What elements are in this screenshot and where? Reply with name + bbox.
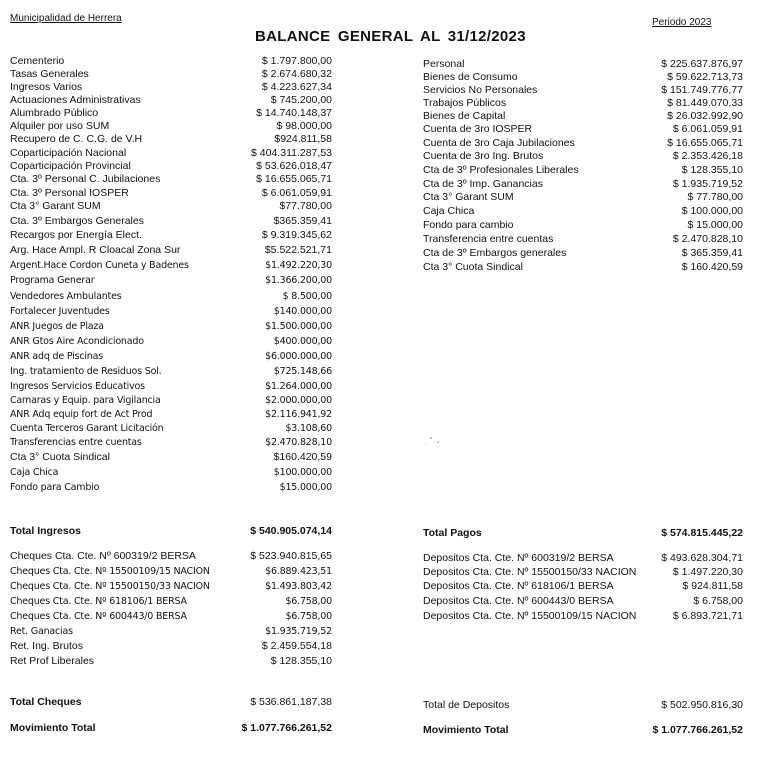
deposito-row-value: $ 6.893.721,71 <box>672 610 743 622</box>
ingreso-row <box>10 81 332 94</box>
pago-row <box>423 261 743 274</box>
ingreso-row <box>10 120 332 133</box>
cheque-row-value: $ 523.940.815,65 <box>250 550 332 562</box>
ingreso-row-label: Fondo para Cambio <box>10 482 100 493</box>
ingreso-row-value: $ 16.655.065,71 <box>256 173 332 185</box>
ingreso-row-value: $ 98.000,00 <box>276 120 332 132</box>
ingreso-row-label: Alumbrado Público <box>10 107 99 119</box>
total-ingresos-row <box>10 525 332 538</box>
ingreso-row-label: Cta. 3º Personal IOSPER <box>10 187 129 199</box>
cheque-row-label: Ret. Ing. Brutos <box>10 640 83 652</box>
pago-row-label: Caja Chica <box>423 205 475 217</box>
ingreso-row-label: Programa Generar <box>10 275 95 286</box>
ingreso-row-value: $725.148,66 <box>273 366 332 377</box>
ingreso-row-value: $ 404.311.287,53 <box>251 147 332 159</box>
ingreso-row <box>10 200 332 213</box>
ingreso-row-value: $3.108,60 <box>285 423 332 434</box>
pago-row <box>423 178 743 191</box>
total-pagos-row-value: $ 574.815.445,22 <box>661 527 743 539</box>
pago-row-label: Cta 3° Cuota Sindical <box>423 261 523 273</box>
deposito-row-label: Depositos Cta. Cte. Nº 600443/0 BERSA <box>423 595 614 607</box>
cheque-row-label: Ret Prof Liberales <box>10 655 95 667</box>
ingreso-row-value: $15.000,00 <box>279 482 332 493</box>
ingreso-row <box>10 290 332 303</box>
scan-speck <box>425 444 426 445</box>
pago-row-value: $ 16.655.065,71 <box>667 137 743 149</box>
pago-row-value: $ 128.355,10 <box>681 164 743 176</box>
period-label: Periodo 2023 <box>652 17 712 28</box>
ingreso-row-value: $1.366.200,00 <box>265 275 332 286</box>
total-cheques-row-value: $ 536.861.187,38 <box>250 696 332 708</box>
cheque-row-value: $1.493.803,42 <box>265 581 332 592</box>
total-ingresos-row-label: Total Ingresos <box>10 525 81 537</box>
pago-row-label: Trabajos Públicos <box>423 97 507 109</box>
cheque-row <box>10 610 332 623</box>
pago-row-label: Personal <box>423 58 465 70</box>
ingreso-row-label: Vendedores Ambulantes <box>10 291 122 302</box>
movimiento-total-left-row-label: Movimiento Total <box>10 722 96 734</box>
ingreso-row <box>10 229 332 242</box>
ingreso-row-label: Arg. Hace Ampl. R Cloacal Zona Sur <box>10 244 181 256</box>
ingreso-row <box>10 107 332 120</box>
pago-row-label: Bienes de Consumo <box>423 71 518 83</box>
cheque-row-label: Cheques Cta. Cte. Nº 600319/2 BERSA <box>10 550 196 562</box>
total-ingresos-row-value: $ 540.905.074,14 <box>250 525 332 537</box>
pago-row <box>423 164 743 177</box>
deposito-row-label: Depositos Cta. Cte. Nº 600319/2 BERSA <box>423 552 614 564</box>
ingreso-row <box>10 147 332 160</box>
deposito-row <box>423 580 743 593</box>
pago-row <box>423 110 743 123</box>
pago-row-value: $ 100.000,00 <box>681 205 743 217</box>
pago-row-value: $ 225.637.876,97 <box>661 58 743 70</box>
pago-row <box>423 150 743 163</box>
deposito-row-label: Depositos Cta. Cte. Nº 618106/1 BERSA <box>423 580 614 592</box>
total-pagos-row-label: Total Pagos <box>423 527 482 539</box>
ingreso-row <box>10 350 332 363</box>
ingreso-row-value: $ 4.223.627,34 <box>261 81 332 93</box>
cheque-row-label: Cheques Cta. Cte. Nº 600443/0 BERSA <box>10 611 187 622</box>
ingreso-row <box>10 68 332 81</box>
pago-row-value: $ 2.470.828,10 <box>672 233 743 245</box>
pago-row-value: $ 2.353.426,18 <box>672 150 743 162</box>
ingreso-row <box>10 436 332 449</box>
ingreso-row-label: Transferencias entre cuentas <box>10 437 142 448</box>
pago-row-value: $ 59.622.713,73 <box>667 71 743 83</box>
pago-row <box>423 219 743 232</box>
deposito-row <box>423 566 743 579</box>
pago-row-label: Cta de 3º Profesionales Liberales <box>423 164 579 176</box>
deposito-row-label: Depositos Cta. Cte. Nº 15500150/33 NACION <box>423 566 637 578</box>
cheque-row-label: Cheques Cta. Cte. Nº 618106/1 BERSA <box>10 596 187 607</box>
ingreso-row-label: Cta. 3º Embargos Generales <box>10 215 144 227</box>
ingreso-row <box>10 259 332 272</box>
pago-row-value: $ 151.749.776,77 <box>661 84 743 96</box>
ingreso-row-value: $ 14.740.148,37 <box>256 107 332 119</box>
ingreso-row-label: Coparticipación Nacional <box>10 147 127 159</box>
total-depositos-row-label: Total de Depositos <box>423 699 510 711</box>
movimiento-total-left-row <box>10 722 332 735</box>
movimiento-total-right-row <box>423 724 743 737</box>
ingreso-row-value: $ 745.200,00 <box>270 94 332 106</box>
ingreso-row-label: Cuenta Terceros Garant Licitación <box>10 423 164 434</box>
cheque-row-value: $1.935.719,52 <box>265 626 332 637</box>
cheque-row-value: $ 2.459.554,18 <box>261 640 332 652</box>
ingreso-row-value: $1.492.220,30 <box>265 260 332 271</box>
pago-row-label: Cta 3° Garant SUM <box>423 191 514 203</box>
deposito-row-value: $ 493.628.304,71 <box>661 552 743 564</box>
cheque-row-label: Ret. Ganacias <box>10 626 73 637</box>
ingreso-row <box>10 215 332 228</box>
ingreso-row <box>10 408 332 421</box>
pago-row-label: Cta de 3º Imp. Ganancias <box>423 178 543 190</box>
pago-row <box>423 191 743 204</box>
ingreso-row-label: Coparticipación Provincial <box>10 160 131 172</box>
pago-row <box>423 205 743 218</box>
ingreso-row <box>10 451 332 464</box>
pago-row-value: $ 160.420,59 <box>681 261 743 273</box>
pago-row-label: Transferencia entre cuentas <box>423 233 554 245</box>
cheque-row <box>10 580 332 593</box>
ingreso-row <box>10 422 332 435</box>
page-title: BALANCE GENERAL AL 31/12/2023 <box>255 28 526 45</box>
total-cheques-row-label: Total Cheques <box>10 696 82 708</box>
total-depositos-row <box>423 699 743 712</box>
ingreso-row <box>10 466 332 479</box>
ingreso-row-label: Actuaciones Administrativas <box>10 94 141 106</box>
pago-row <box>423 247 743 260</box>
ingreso-row-label: Recargos por Energía Elect. <box>10 229 142 241</box>
cheque-row <box>10 550 332 563</box>
pago-row-label: Cta de 3º Embargos generales <box>423 247 567 259</box>
ingreso-row <box>10 365 332 378</box>
ingreso-row-value: $160.420,59 <box>273 451 332 463</box>
ingreso-row-value: $400.000,00 <box>273 336 332 347</box>
ingreso-row <box>10 94 332 107</box>
ingreso-row <box>10 160 332 173</box>
ingreso-row-value: $1.264.000,00 <box>265 381 332 392</box>
total-depositos-row-value: $ 502.950.816,30 <box>661 699 743 711</box>
cheque-row <box>10 640 332 653</box>
ingreso-row-label: Ingresos Servicios Educativos <box>10 381 145 392</box>
cheque-row-label: Cheques Cta. Cte. Nº 15500150/33 NACION <box>10 581 210 592</box>
ingreso-row-value: $140.000,00 <box>273 306 332 317</box>
deposito-row-value: $ 6.758,00 <box>693 595 743 607</box>
ingreso-row-label: Ingresos Varios <box>10 81 83 93</box>
deposito-row-value: $ 1.497.220,30 <box>672 566 743 578</box>
pago-row-value: $ 6.061.059,91 <box>672 123 743 135</box>
ingreso-row <box>10 305 332 318</box>
cheque-row-value: $6.758,00 <box>285 611 332 622</box>
total-pagos-row <box>423 527 743 540</box>
pago-row <box>423 137 743 150</box>
ingreso-row-value: $ 8.500,00 <box>282 291 332 302</box>
ingreso-row-label: ANR adq de Piscinas <box>10 351 103 362</box>
pago-row-value: $ 15.000,00 <box>687 219 743 231</box>
cheque-row-value: $6.889.423,51 <box>265 566 332 577</box>
ingreso-row-label: Cta 3° Garant SUM <box>10 200 101 212</box>
pago-row <box>423 97 743 110</box>
ingreso-row-label: Ing. tratamiento de Residuos Sol. <box>10 366 162 377</box>
ingreso-row-label: ANR Juegos de Plaza <box>10 321 104 332</box>
pago-row-value: $ 1.935.719,52 <box>672 178 743 190</box>
ingreso-row-label: Alquiler por uso SUM <box>10 120 110 132</box>
pago-row-value: $ 81.449.070,33 <box>667 97 743 109</box>
ingreso-row-value: $2.000.000,00 <box>265 395 332 406</box>
pago-row-value: $ 26.032.992,90 <box>667 110 743 122</box>
pago-row-label: Fondo para cambio <box>423 219 514 231</box>
scan-speck <box>437 441 439 443</box>
ingreso-row-value: $924.811,58 <box>274 133 332 145</box>
pago-row-label: Servicios No Personales <box>423 84 538 96</box>
deposito-row <box>423 610 743 623</box>
ingreso-row-value: $ 6.061.059,91 <box>261 187 332 199</box>
ingreso-row-value: $ 2.674.680,32 <box>261 68 332 80</box>
scan-speck <box>430 437 432 439</box>
ingreso-row-value: $77.780,00 <box>279 200 332 212</box>
ingreso-row-value: $1.500.000,00 <box>265 321 332 332</box>
ingreso-row <box>10 274 332 287</box>
ingreso-row-label: ANR Gtos Aire Acondicionado <box>10 336 144 347</box>
ingreso-row-value: $2.470.828,10 <box>265 437 332 448</box>
pago-row-label: Cuenta de 3ro Ing. Brutos <box>423 150 544 162</box>
deposito-row <box>423 552 743 565</box>
ingreso-row <box>10 55 332 68</box>
pago-row <box>423 58 743 71</box>
ingreso-row-value: $365.359,41 <box>273 215 332 227</box>
ingreso-row <box>10 320 332 333</box>
deposito-row-label: Depositos Cta. Cte. Nº 15500109/15 NACION <box>423 610 637 622</box>
ingreso-row <box>10 380 332 393</box>
pago-row-value: $ 365.359,41 <box>681 247 743 259</box>
ingreso-row-value: $ 53.626.018,47 <box>256 160 332 172</box>
municipality-name: Municipalidad de Herrera <box>10 13 122 24</box>
cheque-row-value: $ 128.355,10 <box>270 655 332 667</box>
ingreso-row-label: Recupero de C. C.G. de V.H <box>10 133 143 145</box>
pago-row-label: Bienes de Capital <box>423 110 506 122</box>
cheque-row-value: $6.758,00 <box>285 596 332 607</box>
ingreso-row-label: Cementerio <box>10 55 65 67</box>
ingreso-row <box>10 394 332 407</box>
cheque-row <box>10 595 332 608</box>
pago-row <box>423 123 743 136</box>
deposito-row-value: $ 924.811,58 <box>682 580 743 592</box>
ingreso-row-value: $2.116.941,92 <box>265 409 332 420</box>
ingreso-row <box>10 133 332 146</box>
ingreso-row <box>10 173 332 186</box>
pago-row-value: $ 77.780,00 <box>687 191 743 203</box>
ingreso-row-label: Cta 3° Cuota Sindical <box>10 451 110 463</box>
pago-row <box>423 84 743 97</box>
pago-row-label: Cuenta de 3ro Caja Jubilaciones <box>423 137 575 149</box>
ingreso-row-value: $5.522.521,71 <box>264 244 332 256</box>
ingreso-row <box>10 481 332 494</box>
ingreso-row-label: Fortalecer Juventudes <box>10 306 110 317</box>
movimiento-total-right-row-label: Movimiento Total <box>423 724 509 736</box>
cheque-row <box>10 625 332 638</box>
ingreso-row <box>10 187 332 200</box>
deposito-row <box>423 595 743 608</box>
ingreso-row <box>10 335 332 348</box>
pago-row <box>423 233 743 246</box>
pago-row-label: Cuenta de 3ro IOSPER <box>423 123 533 135</box>
ingreso-row-label: Caja Chica <box>10 467 59 478</box>
cheque-row <box>10 655 332 668</box>
ingreso-row-label: ANR Adq equip fort de Act Prod <box>10 409 153 420</box>
ingreso-row-label: Camaras y Equip. para Vigilancia <box>10 395 161 406</box>
ingreso-row-value: $6.000.000,00 <box>265 351 332 362</box>
ingreso-row-value: $ 1.797.800,00 <box>261 55 332 67</box>
pago-row <box>423 71 743 84</box>
movimiento-total-right-row-value: $ 1.077.766.261,52 <box>652 724 743 736</box>
ingreso-row-value: $ 9.319.345,62 <box>261 229 332 241</box>
movimiento-total-left-row-value: $ 1.077.766.261,52 <box>241 722 332 734</box>
ingreso-row-label: Cta. 3º Personal C. Jubilaciones <box>10 173 161 185</box>
ingreso-row <box>10 244 332 257</box>
total-cheques-row <box>10 696 332 709</box>
ingreso-row-label: Tasas Generales <box>10 68 89 80</box>
ingreso-row-label: Argent.Hace Cordon Cuneta y Badenes <box>10 260 189 271</box>
cheque-row <box>10 565 332 578</box>
ingreso-row-value: $100.000,00 <box>273 467 332 478</box>
cheque-row-label: Cheques Cta. Cte. Nº 15500109/15 NACION <box>10 566 210 577</box>
